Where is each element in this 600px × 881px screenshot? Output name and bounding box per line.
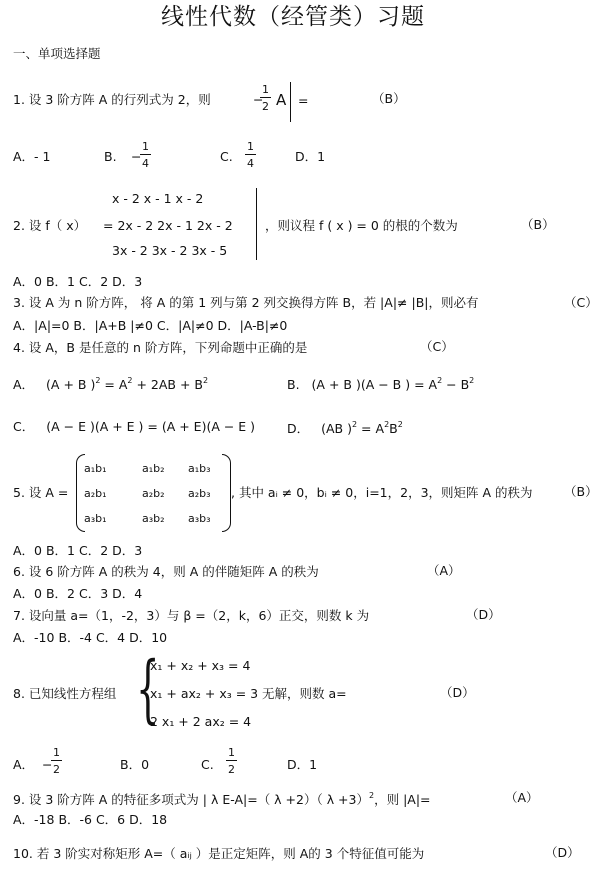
question-8-option-b: B．0 bbox=[120, 757, 150, 772]
question-1-option-a: A．- 1 bbox=[13, 149, 51, 164]
question-1-option-c-label: C. bbox=[220, 149, 233, 164]
question-9-answer: （A） bbox=[505, 790, 539, 805]
matrix-cell: a₃b₁ bbox=[84, 512, 107, 525]
section-heading: 一、单项选择题 bbox=[13, 46, 101, 61]
question-1-option-d: D．1 bbox=[295, 149, 326, 164]
question-4-option-b: B. (A + B )(A − B ) = $A^2 - B^2$ bbox=[287, 376, 475, 392]
system-brace: { bbox=[136, 646, 160, 732]
question-2-det-row-2: = 2x - 2 2x - 1 2x - 2 bbox=[103, 218, 233, 233]
question-5-options: A．0 B．1 C．2 D．3 bbox=[13, 543, 143, 558]
question-1-answer: （B） bbox=[372, 91, 406, 106]
question-8-option-c-label: C. bbox=[201, 757, 214, 772]
question-2-options: A．0 B．1 C．2 D．3 bbox=[13, 274, 143, 289]
question-8-option-c-fraction: $\frac{1}{2}$ bbox=[228, 746, 235, 776]
question-5-tail: , 其中 aᵢ ≠ 0，bᵢ ≠ 0，i=1，2，3，则矩阵 A 的秩为 bbox=[231, 485, 533, 500]
question-7-text: 7. 设向量 a=（1，-2，3）与 β =（2，k，6）正交，则数 k 为 bbox=[13, 608, 370, 623]
question-2-answer: （B） bbox=[521, 217, 555, 232]
matrix-cell: a₂b₂ bbox=[142, 487, 165, 500]
question-1-text: 1. 设 3 阶方阵 A 的行列式为 2，则 bbox=[13, 92, 211, 107]
question-8-option-d: D．1 bbox=[287, 757, 318, 772]
question-2-det-bar bbox=[256, 188, 257, 260]
question-5-answer: （B） bbox=[564, 484, 598, 499]
matrix-cell: a₃b₂ bbox=[142, 512, 165, 525]
question-1-option-b-fraction: $\frac{1}{4}$ bbox=[142, 140, 149, 170]
question-5-lead: 5. 设 A = bbox=[13, 485, 69, 500]
question-4-option-a: A． (A + B )$^2 = A^2 + 2AB + B^2$ bbox=[13, 376, 209, 392]
equation-2: x₁ + ax₂ + x₃ = 3 bbox=[150, 686, 259, 701]
matrix-cell: a₁b₂ bbox=[142, 462, 165, 475]
question-8-answer: （D） bbox=[440, 685, 475, 700]
question-1-fraction: $\frac{1}{2}$ bbox=[262, 83, 269, 113]
question-1-option-c-fraction: $\frac{1}{4}$ bbox=[247, 140, 254, 170]
question-10-answer: （D） bbox=[545, 845, 580, 860]
page-title: 线性代数（经管类）习题 bbox=[161, 4, 425, 30]
question-1-matrix: A bbox=[276, 91, 287, 109]
question-8-tail: 无解，则数 a= bbox=[262, 686, 347, 701]
matrix-cell: a₂b₁ bbox=[84, 487, 107, 500]
question-6-answer: （A） bbox=[427, 563, 461, 578]
question-4-text: 4. 设 A，B 是任意的 n 阶方阵，下列命题中正确的是 bbox=[13, 340, 308, 355]
matrix-cell: a₁b₃ bbox=[188, 462, 211, 475]
question-3-options: A．|A|=0 B．|A+B |≠0 C．|A|≠0 D．|A-B|≠0 bbox=[13, 318, 288, 333]
question-4-option-d: D． (AB )$^2 = A^2B^2$ bbox=[287, 420, 403, 436]
question-9-options: A．-18 B．-6 C．6 D．18 bbox=[13, 812, 168, 827]
question-8-option-a-sign: − bbox=[42, 757, 53, 772]
question-2-det-row-1: x - 2 x - 1 x - 2 bbox=[112, 191, 204, 206]
question-6-options: A．0 B．2 C．3 D．4 bbox=[13, 586, 143, 601]
question-3-text: 3. 设 A 为 n 阶方阵， 将 A 的第 1 列与第 2 列交换得方阵 B，若 |A|≠ |B|，则必有 bbox=[13, 295, 479, 310]
matrix-cell: a₃b₃ bbox=[188, 512, 211, 525]
question-9-text: 9. 设 3 阶方阵 A 的特征多项式为 | λ E-A|=（ λ +2）（ λ +3）$^2$，则 |A|= bbox=[13, 791, 431, 807]
question-10-text: 10. 若 3 阶实对称矩形 A=（ aᵢⱼ ）是正定矩阵，则 A的 3 个特征值可能为 bbox=[13, 846, 425, 861]
equation-3: 2 x₁ + 2 ax₂ = 4 bbox=[150, 714, 252, 729]
question-6-text: 6. 设 6 阶方阵 A 的秩为 4，则 A 的伴随矩阵 A 的秩为 bbox=[13, 564, 319, 579]
question-7-answer: （D） bbox=[466, 607, 501, 622]
matrix-cell: a₂b₃ bbox=[188, 487, 211, 500]
question-4-answer: （C） bbox=[420, 339, 454, 354]
question-1-sign: − bbox=[253, 92, 264, 107]
question-8-option-a-label: A． bbox=[13, 757, 35, 772]
question-2-lead: 2. 设 f（ x） bbox=[13, 218, 87, 233]
question-1-eq: = bbox=[298, 93, 309, 108]
question-8-option-a-fraction: $\frac{1}{2}$ bbox=[53, 746, 60, 776]
question-7-options: A．-10 B．-4 C．4 D．10 bbox=[13, 630, 168, 645]
question-1-option-b-sign: − bbox=[131, 149, 142, 164]
question-2-det-row-3: 3x - 2 3x - 2 3x - 5 bbox=[112, 243, 228, 258]
question-8-lead: 8. 已知线性方程组 bbox=[13, 686, 117, 701]
equation-1: x₁ + x₂ + x₃ = 4 bbox=[150, 658, 251, 673]
matrix-cell: a₁b₁ bbox=[84, 462, 107, 475]
determinant-bar bbox=[290, 82, 291, 122]
question-1-option-b-label: B. bbox=[104, 149, 117, 164]
matrix-right-bracket bbox=[222, 454, 231, 532]
question-3-answer: （C） bbox=[564, 295, 598, 310]
question-2-tail: ，则议程 f ( x ) = 0 的根的个数为 bbox=[265, 218, 458, 233]
question-4-option-c: C． (A − E )(A + E ) = (A + E)(A − E ) bbox=[13, 419, 256, 434]
